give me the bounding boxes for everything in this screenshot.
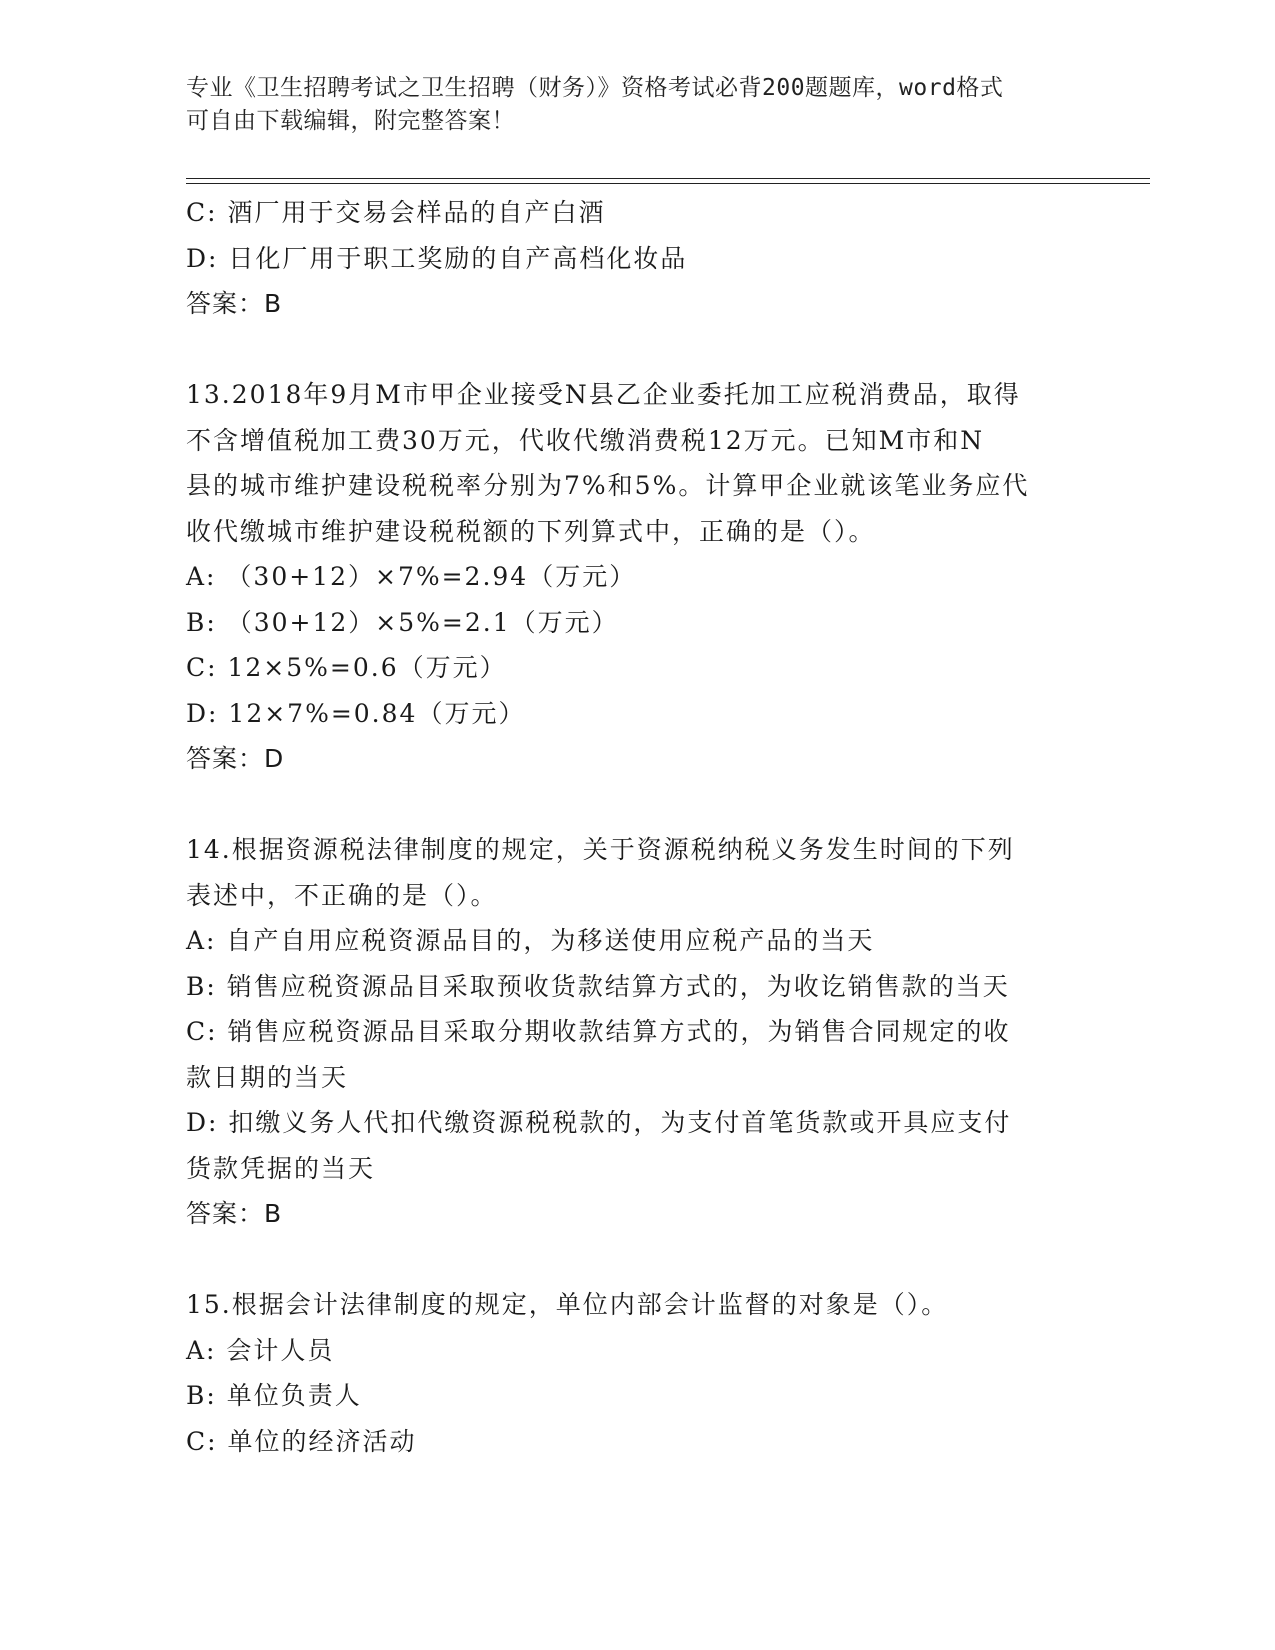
answer-line: 答案：D xyxy=(186,744,285,773)
question-stem-line: 13.2018年9月M市甲企业接受N县乙企业委托加工应税消费品，取得 xyxy=(186,380,1021,409)
header-title-line-1: 专业《卫生招聘考试之卫生招聘（财务）》资格考试必背200题题库，word格式 xyxy=(186,75,1004,101)
question-stem-line: 15.根据会计法律制度的规定，单位内部会计监督的对象是（）。 xyxy=(186,1290,949,1319)
header-title-line-2: 可自由下载编辑，附完整答案！ xyxy=(186,108,515,134)
question-13 xyxy=(186,372,1086,782)
question-14 xyxy=(186,827,1086,1237)
option-c-continued: 款日期的当天 xyxy=(186,1062,349,1092)
question-12 xyxy=(186,190,1086,327)
option-d-continued: 货款凭据的当天 xyxy=(186,1153,376,1183)
option-c: C: 12×5%=0.6（万元） xyxy=(186,653,507,682)
header-rule-bottom xyxy=(186,183,1150,184)
option-d: D: 扣缴义务人代扣代缴资源税税款的，为支付首笔货款或开具应支付 xyxy=(186,1108,1012,1137)
question-stem-line: 不含增值税加工费30万元，代收代缴消费税12万元。已知M市和N xyxy=(186,425,985,455)
document-header xyxy=(186,72,1066,138)
question-stem-line: 表述中，不正确的是（）。 xyxy=(186,880,498,910)
spacer xyxy=(186,782,1086,828)
option-b: B: （30+12）×5%=2.1（万元） xyxy=(186,607,619,637)
option-d: D: 日化厂用于职工奖励的自产高档化妆品 xyxy=(186,243,688,273)
option-a: A: 自产自用应税资源品目的，为移送使用应税产品的当天 xyxy=(186,926,875,955)
option-c: C: 销售应税资源品目采取分期收款结算方式的，为销售合同规定的收 xyxy=(186,1017,1011,1046)
option-d: D: 12×7%=0.84（万元） xyxy=(186,698,526,728)
spacer xyxy=(186,1237,1086,1283)
option-b: B: 销售应税资源品目采取预收货款结算方式的，为收讫销售款的当天 xyxy=(186,971,1010,1001)
answer-line: 答案：B xyxy=(186,289,283,318)
question-stem-line: 收代缴城市维护建设税税额的下列算式中，正确的是（）。 xyxy=(186,516,876,546)
spacer xyxy=(186,327,1086,373)
answer-line: 答案：B xyxy=(186,1199,283,1228)
header-rule-top xyxy=(186,178,1150,179)
option-a: A: 会计人员 xyxy=(186,1335,335,1365)
option-c: C: 酒厂用于交易会样品的自产白酒 xyxy=(186,198,606,227)
option-c: C: 单位的经济活动 xyxy=(186,1426,417,1456)
question-15 xyxy=(186,1282,1086,1464)
question-stem-line: 县的城市维护建设税税率分别为7%和5%。计算甲企业就该笔业务应代 xyxy=(186,471,1030,500)
document-body xyxy=(186,190,1086,1464)
option-b: B: 单位负责人 xyxy=(186,1381,362,1410)
question-stem-line: 14.根据资源税法律制度的规定，关于资源税纳税义务发生时间的下列 xyxy=(186,835,1015,864)
option-a: A: （30+12）×7%=2.94（万元） xyxy=(186,562,637,591)
